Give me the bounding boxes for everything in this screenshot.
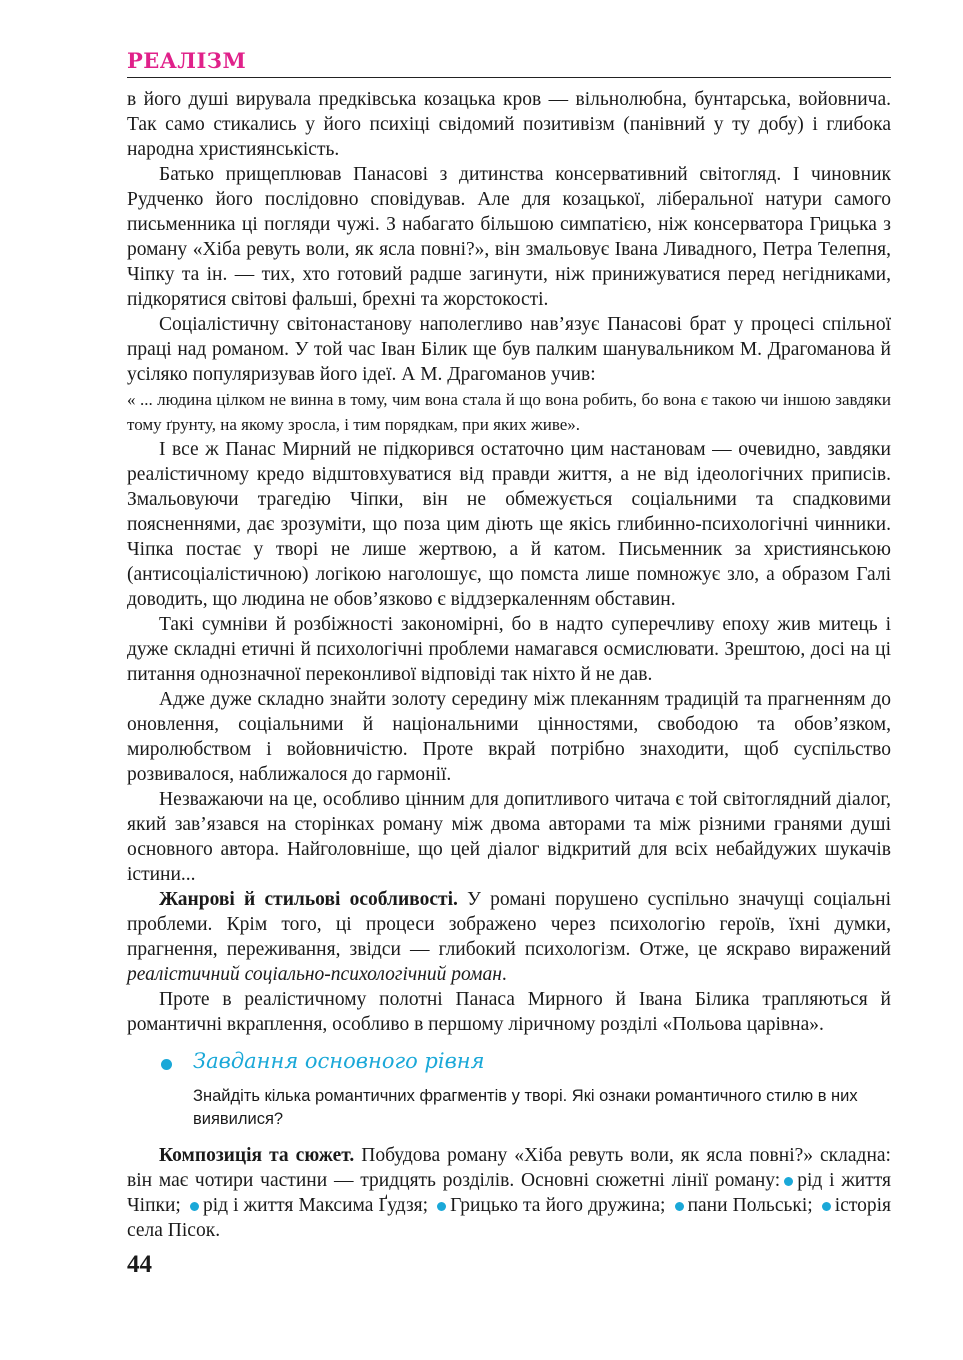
paragraph-composition — [127, 1143, 891, 1243]
bullet-icon — [822, 1202, 831, 1211]
bullet-icon — [784, 1177, 793, 1186]
task-title: Завдання основного рівня — [193, 1049, 485, 1073]
paragraph: Такі сумніви й розбіжності закономірні, бо в надто суперечливу епоху жив митець і дуже складні етичні й психологічні проблеми намагався осмислювати. Зрештою, досі на ці питання однозначної переконливої відповіді так ніхто й не дав. — [127, 614, 891, 685]
bullet-icon — [161, 1059, 172, 1070]
task-block — [127, 1049, 891, 1131]
storyline-item: пани Польські; — [687, 1195, 813, 1216]
storyline-item: рід і життя Максима Ґудзя; — [202, 1195, 429, 1216]
bullet-icon — [190, 1202, 199, 1211]
paragraph: Незважаючи на це, особливо цінним для допитливого читача є той світоглядний діалог, який зав’язався на сторінках роману між двома авторами та між різними гранями душі основного автора. Найголовніше, що цей діалог відкритий для всіх небайдужих шукачів істини... — [127, 789, 891, 885]
main-text — [127, 87, 891, 1243]
storyline-item: історія села Пісок. — [127, 1195, 892, 1241]
storyline-item: Грицько та його дружина; — [450, 1195, 666, 1216]
paragraph: Батько прищеплював Панасові з дитинства консервативний світогляд. І чиновник Рудченко його послідовно сповідував. Але для козацької, ліберальної натури самого письменника ці погляди чужі. З набагато більшою симпатією, ніж консерватора Грицька з роману «Хіба ревуть воли, як ясла повні?», він змальовує Івана Ливадного, Петра Телепня, Чіпку та ін. — тих, хто готовий радше загинути, ніж принижуватися перед негідниками, підкорятися світові фальші, брехні та жорстокості. — [127, 164, 891, 310]
bullet-icon — [437, 1202, 446, 1211]
composition-heading: Композиція та сюжет. — [159, 1145, 355, 1166]
paragraph-genre — [127, 887, 891, 987]
page-header — [127, 44, 891, 78]
genre-heading: Жанрові й стильові особливості. — [159, 889, 458, 910]
paragraph: І все ж Панас Мирний не підкорився остаточно цим настановам — очевидно, завдяки реалістичному кредо відштовхуватися від правди життя, а не від ідеологічних приписів. Змальовуючи трагедію Чіпки, він не обмежується соціальними та спадковими поясненнями, дає зрозуміти, що поза цим діють ще якісь глибинно-психологічні чинники. Чіпка постає у творі не лише жертвою, а й катом. Письменник за християнською (антисоціалістичною) логікою наголошує, що помста лише помножує зло, а образом Галі доводить, що людина не обов’язково є віддзеркаленням обставин. — [127, 439, 891, 610]
genre-term: реалістичний соціально-психологічний роман — [127, 964, 502, 985]
section-title: РЕАЛІЗМ — [127, 48, 247, 73]
bullet-icon — [675, 1202, 684, 1211]
storyline-item: рід і життя Чіпки; — [127, 1170, 891, 1216]
genre-end: . — [501, 964, 507, 985]
paragraph: Проте в реалістичному полотні Панаса Мирного й Івана Білика трапляються й романтичні вкраплення, особливо в першому ліричному розділі «Польова царівна». — [127, 989, 891, 1035]
genre-text: У романі порушено суспільно значущі соціальні проблеми. Крім того, ці процеси зображено через психологію героїв, їхні думки, прагнення, переживання, звідси — глибокий психологізм. Отже, це яскраво виражений — [127, 889, 892, 960]
paragraph: в його душі вирувала предківська козацька кров — вільнолюбна, бунтарська, войовнича. Так само стикались у його психіці свідомий позитивізм (панівний у ту добу) і глибока народна християнськість. — [127, 89, 891, 160]
task-text: Знайдіть кілька романтичних фрагментів у творі. Які ознаки романтичного стилю в них виявилися? — [193, 1087, 858, 1128]
paragraph: Соціалістичну світонастанову наполегливо нав’язує Панасові брат у процесі спільної праці над романом. У той час Іван Білик ще був палким шанувальником М. Драгоманова й усіляко популяризував його ідеї. А М. Драгоманов учив: — [127, 314, 891, 385]
quote-paragraph: « ... людина цілком не винна в тому, чим вона стала й що вона робить, бо вона є такою чи іншою завдяки тому ґрунту, на якому зросла, і тим порядкам, при яких живе». — [127, 390, 891, 434]
task-header — [127, 1049, 891, 1083]
page-number: 44 — [127, 1251, 152, 1278]
paragraph: Адже дуже складно знайти золоту середину між плеканням традицій та прагненням до оновлення, соціальними й національними цінностями, свободою та обов’язком, миролюбством і войовничістю. Проте вкрай потрібно знаходити, щоб суспільство розвивалося, наближалося до гармонії. — [127, 689, 891, 785]
composition-text: Побудова роману «Хіба ревуть воли, як ясла повні?» складна: він має чотири частини — тридцять розділів. Основні сюжетні лінії роману: — [127, 1145, 891, 1191]
